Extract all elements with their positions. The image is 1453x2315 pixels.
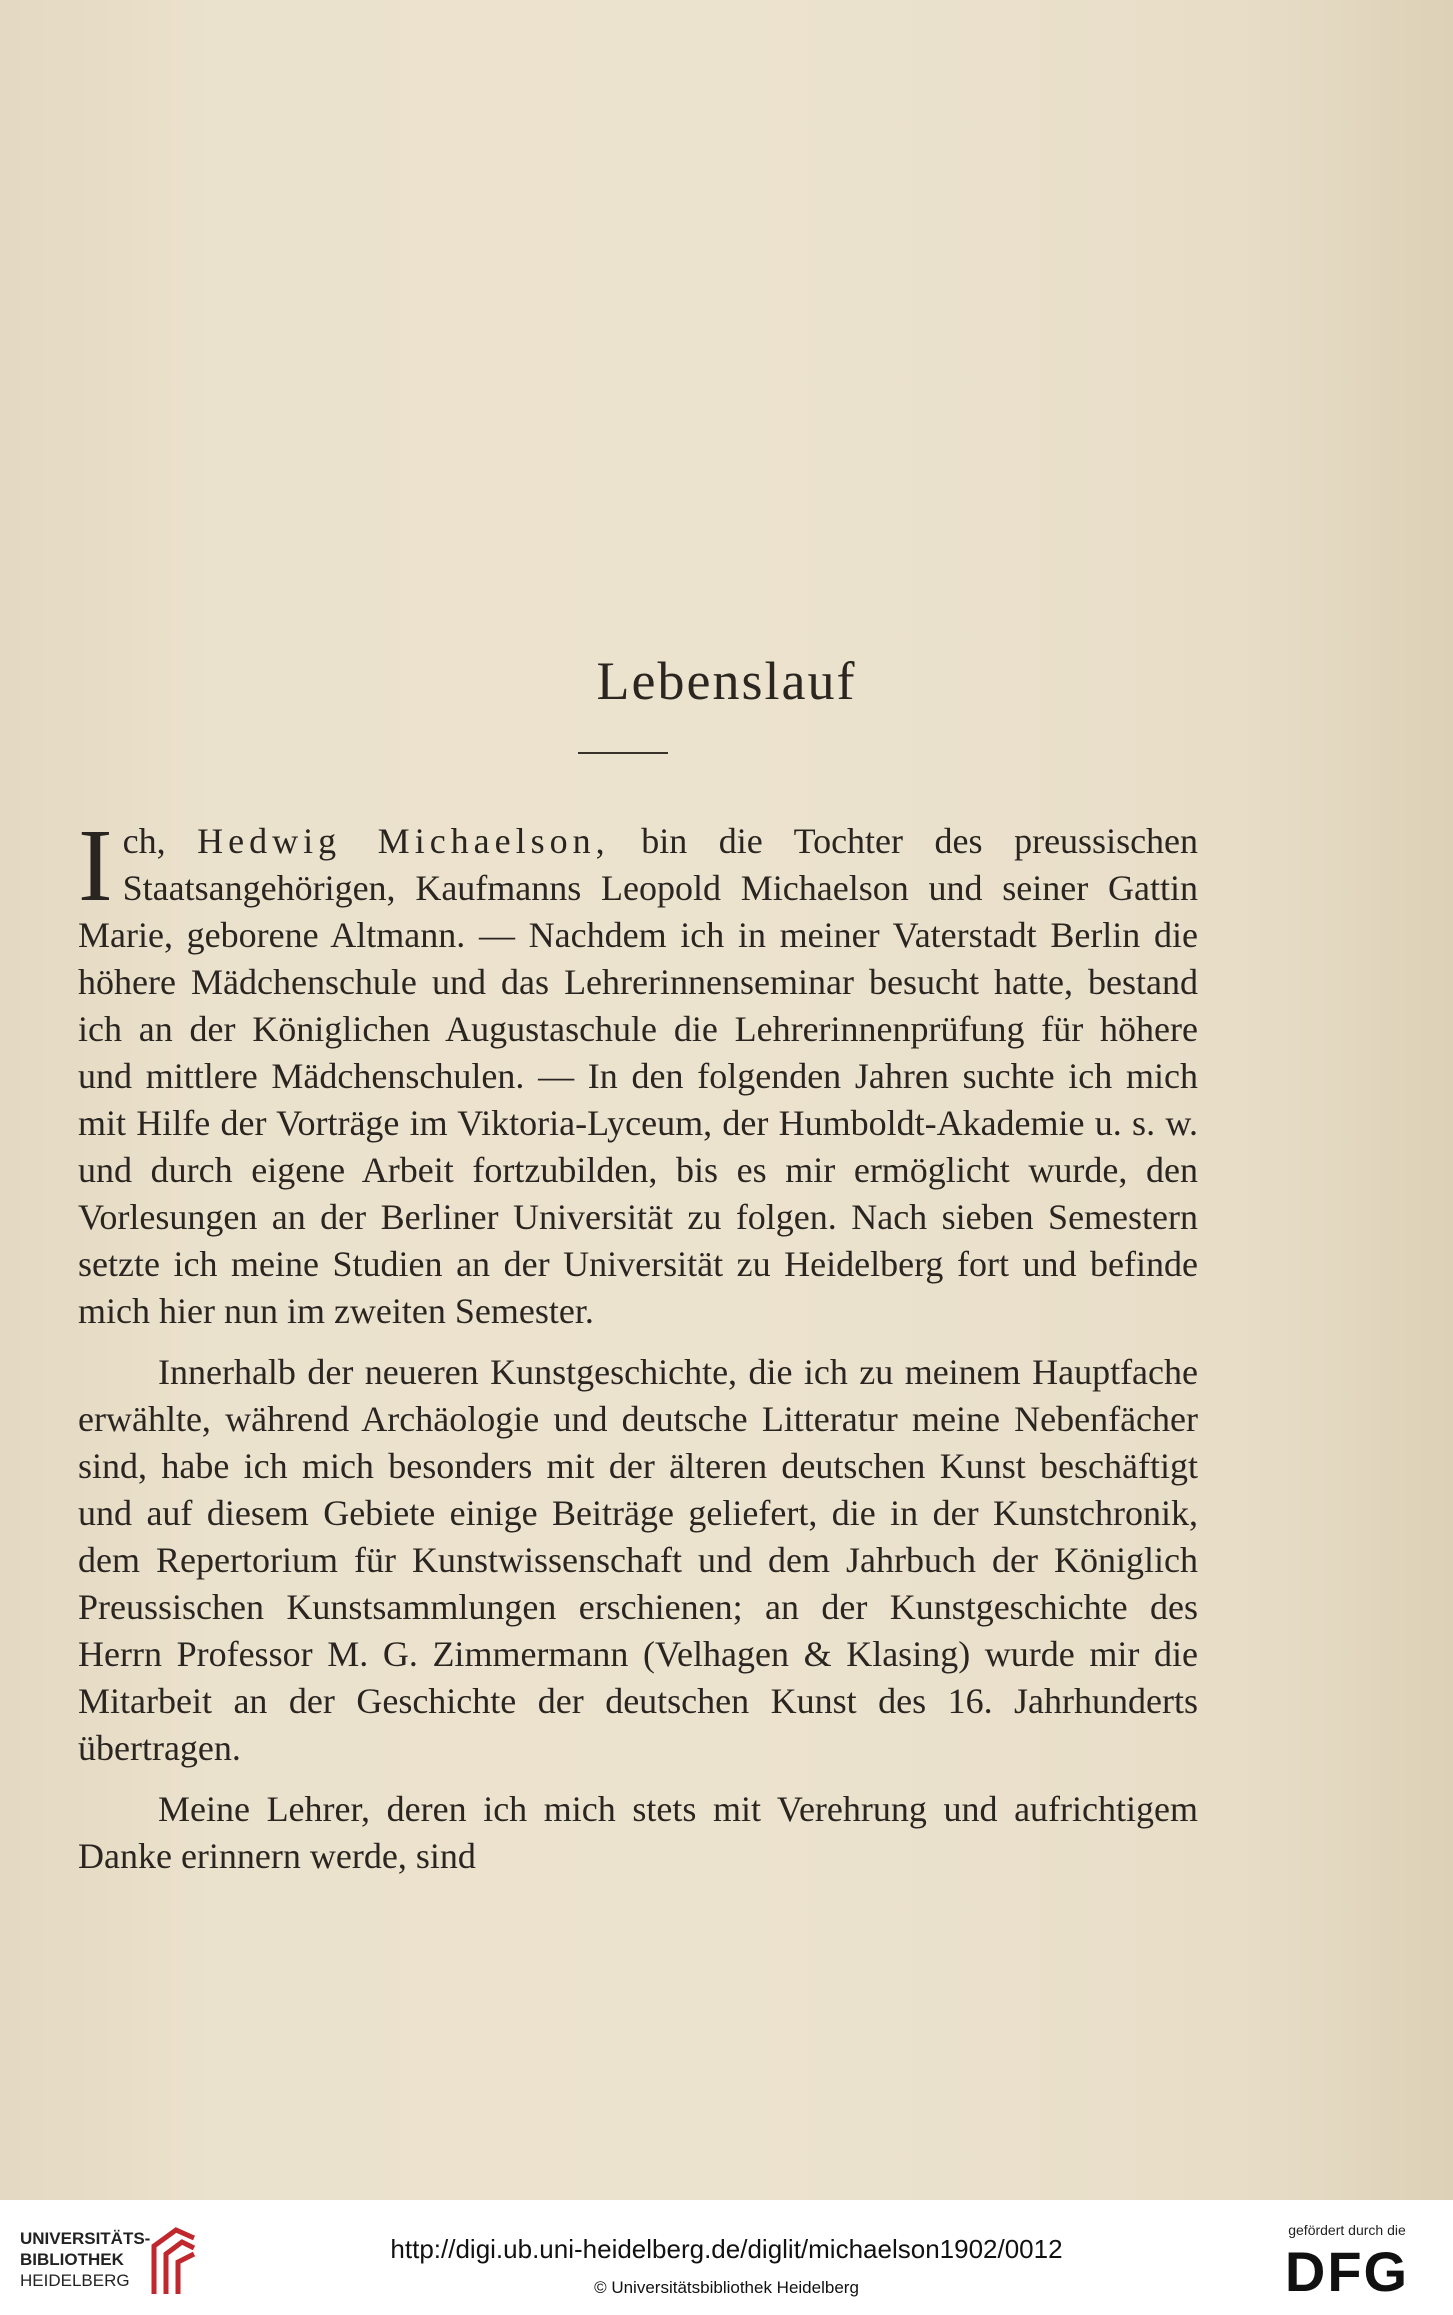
author-name: Hedwig Michaelson, [197,821,610,861]
paragraph-1-rest: bin die Tochter des preussischen Staatsangehörigen, Kaufmanns Leopold Michaelson und seiner Gattin Marie, geborene Altmann. — Nachdem ich in meiner Vaterstadt Berlin die höhere Mädchenschule und das Lehrerinnenseminar besucht hatte, bestand ich an der Königlichen Augustaschule die Lehrerinnenprüfung für höhere und mittlere Mädchenschulen. — In den folgenden Jahren suchte ich mich mit Hilfe der Vorträge im Viktoria-Lyceum, der Humboldt-Akademie u. s. w. und durch eigene Arbeit fortzubilden, bis es mir ermöglicht wurde, den Vorlesungen an der Berliner Universität zu folgen. Nach sieben Semestern setzte ich meine Studien an der Universität zu Heidelberg fort und befinde mich hier nun im zweiten Semester. [78,821,1199,1331]
paragraph-1-lead: ch, [122,821,166,861]
copyright-text: © Universitätsbibliothek Heidelberg [594,2278,859,2297]
source-url-link[interactable]: http://digi.ub.uni-heidelberg.de/diglit/michaelson1902/0012 [390,2234,1063,2264]
library-name-line2: BIBLIOTHEK [20,2250,124,2269]
paragraph-2: Innerhalb der neueren Kunstgeschichte, die ich zu meinem Hauptfache erwählte, während Archäologie und deutsche Litteratur meine Nebenfächer sind, habe ich mich besonders mit der älteren deutschen Kunst beschäftigt und auf diesem Gebiete einige Beiträge geliefert, die in der Kunstchronik, dem Repertorium für Kunstwissenschaft und dem Jahrbuch der Königlich Preussischen Kunstsammlungen erschienen; an der Kunstgeschichte des Herrn Professor M. G. Zimmermann (Velhagen & Klasing) wurde mir die Mitarbeit an der Geschichte der deutschen Kunst des 16. Jahrhunderts übertragen. [78,1352,1198,1768]
funding-label: gefördert durch die [1288,2222,1406,2238]
drop-cap: I [78,808,113,923]
title-rule [578,752,668,754]
paragraph-3: Meine Lehrer, deren ich mich stets mit Verehrung und aufrichtigem Danke erinnern werde, sind [78,1789,1198,1876]
dfg-logo[interactable]: DFG [1284,2240,1410,2303]
footer-bar [0,2200,1453,2315]
page-title: Lebenslauf [596,651,857,711]
paragraph-1 [78,808,1199,1335]
library-name-line1: UNIVERSITÄTS- [20,2229,151,2248]
body-text [78,808,1199,1880]
library-name-line3: HEIDELBERG [20,2271,130,2290]
